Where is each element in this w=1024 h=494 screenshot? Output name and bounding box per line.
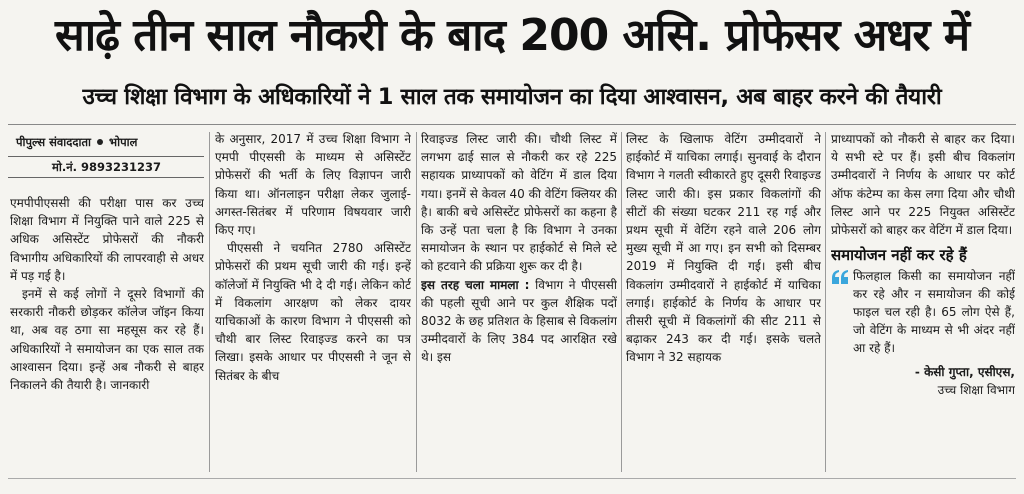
box-title: समायोजन नहीं कर रहे हैं: [831, 246, 967, 265]
subsection-lead: इस तरह चला मामला :: [421, 277, 530, 292]
paragraph: लिस्ट के खिलाफ वेटिंग उम्मीदवारों ने हाईकोर्ट में याचिका लगाई। सुनवाई के दौरान विभाग ने गलती स्वीकारते हुए दूसरी रिवाइज्ड लिस्ट जारी की। इस प्रकार विकलांगों की सीटों की संख्या घटकर 211 रह गई और प्रथम सूची में वेटिंग रहने वाले 206 लोग मुख्य सूची में आ गए। इन सभी को दिसम्बर 2019 में नियुक्ति दी गई। इसी बीच विकलांग उम्मीदवारों ने हाईकोर्ट में याचिका लगाई। हाईकोर्ट के निर्णय के आधार पर तीसरी सूची में विकलांगों की सीट 211 से बढ़ाकर 243 कर दी गई। इसके चलते विभाग ने 32 सहायक: [626, 132, 821, 365]
reporter-name: पीपुल्स संवाददाता: [16, 135, 92, 149]
headline: साढ़े तीन साल नौकरी के बाद 200 असि. प्रोफेसर अधर में: [54, 10, 970, 61]
bullet-icon: [97, 139, 103, 145]
byline: [8, 132, 204, 178]
column-divider: [209, 132, 210, 472]
paragraph: इनमें से कई लोगों ने दूसरे विभागों की सरकारी नौकरी छोड़कर कॉलेज जॉइन किया था, अब वह ठगा सा महसूस कर रहे हैं। अधिकारियों ने समायोजन का एक साल तक आश्वासन दिया। इन्हें अब नौकरी से बाहर निकालने की तैयारी है। जानकारी: [10, 287, 204, 393]
column-3: [421, 130, 617, 474]
reporter-phone: मो.नं. 9893231237: [8, 156, 204, 178]
quote-box: [831, 267, 1015, 357]
paragraph: रिवाइज्ड लिस्ट जारी की। चौथी लिस्ट में लगभग ढाई साल से नौकरी कर रहे 225 सहायक प्राध्यापकों को वेटिंग में डाल दिया गया। इनमें से केवल 40 की वेटिंग क्लियर की है। बाकी बचे असिस्टेंट प्रोफेसरों का कहना है कि उन्हें पता चला है कि विभाग ने उनका समायोजन के स्थान पर हाईकोर्ट से मिले स्टे को हटवाने की प्रक्रिया शुरू कर दी है।: [421, 132, 617, 274]
column-1: [10, 194, 204, 478]
column-5: [831, 130, 1015, 474]
quote-author-dept: उच्च शिक्षा विभाग: [937, 383, 1015, 398]
paragraph: पीएससी ने चयनित 2780 असिस्टेंट प्रोफेसरों की प्रथम सूची जारी की गई। इन्हें कॉलेजों में नियुक्ति भी दे दी गई। लेकिन कोर्ट में विकलांग आरक्षण को लेकर दायर याचिकाओं के कारण विभाग ने पीएससी को चौथी बार लिस्ट रिवाइज्ड करने का पत्र लिखा। इसके आधार पर पीएससी ने जून से सितंबर के बीच: [215, 241, 411, 383]
paragraph: एमपीपीएससी की परीक्षा पास कर उच्च शिक्षा विभाग में नियुक्ति पाने वाले 225 से अधिक असिस्टेंट प्रोफेसरों की नौकरी विभागीय अधिकारियों की लापरवाही से अधर में पड़ गई है।: [10, 196, 204, 283]
paragraph: प्राध्यापकों को नौकरी से बाहर कर दिया। ये सभी स्टे पर हैं। इसी बीच विकलांग उम्मीदवारों ने निर्णय के आधार पर कोर्ट ऑफ कंटेम्प का केस लगा दिया और चौथी लिस्ट आने पर 225 नियुक्त असिस्टेंट प्रोफेसरों को बाहर कर वेटिंग में डाल दिया।: [831, 132, 1015, 238]
paragraph: इस तरह चला मामला : विभाग ने पीएससी की पहली सूची आने पर कुल शैक्षिक पदों 8032 के छह प्रतिशत के हिसाब से विकलांग उम्मीदवारों के लिए 384 पद आरक्षित रखे थे। इस: [421, 277, 617, 365]
column-divider: [825, 132, 826, 472]
quote-icon: [831, 269, 849, 285]
header-rule: [8, 124, 1016, 125]
column-2: [215, 130, 411, 474]
column-divider: [621, 132, 622, 472]
subheadline: उच्च शिक्षा विभाग के अधिकारियों ने 1 साल तक समायोजन का दिया आश्वासन, अब बाहर करने की तैयारी: [82, 84, 942, 110]
dateline-city: भोपाल: [109, 135, 138, 149]
column-divider: [416, 132, 417, 472]
quote-text: फिलहाल किसी का समायोजन नहीं कर रहे और न समायोजन की कोई फाइल चल रही है। 65 लोग ऐसे हैं, जो वेटिंग के माध्यम से भी अंदर नहीं आ रहे हैं।: [853, 269, 1015, 356]
footer-rule: [8, 478, 1016, 479]
column-4: [626, 130, 821, 474]
quote-author: - केसी गुप्ता, एसीएस,: [914, 365, 1015, 380]
paragraph: के अनुसार, 2017 में उच्च शिक्षा विभाग ने एमपी पीएससी के माध्यम से असिस्टेंट प्रोफेसरों की भर्ती के लिए विज्ञापन जारी किया था। ऑनलाइन परीक्षा लेकर जुलाई-अगस्त-सितंबर में परिणाम विषयवार जारी किए गए।: [215, 132, 411, 238]
